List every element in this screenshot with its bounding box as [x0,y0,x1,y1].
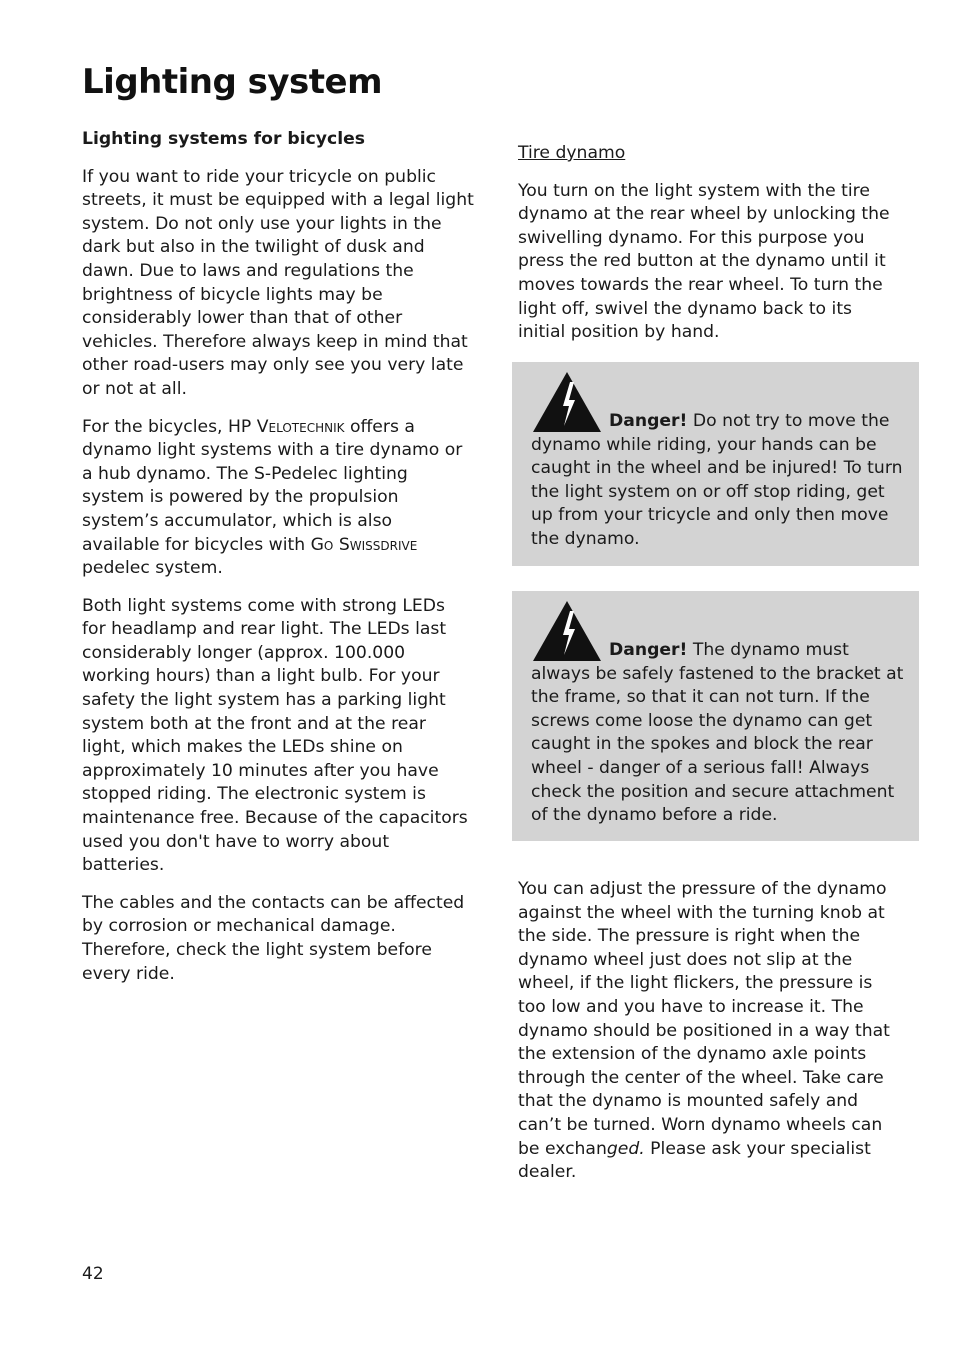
right-column [518,142,904,359]
left-column [82,128,474,1000]
danger-message: Do not try to move the dynamo while riding, your hands can be caught in the wheel and be injured! To turn the light system on or off stop riding, get up from your tricycle and only then move the dynamo. [531,411,903,549]
danger-box-fastening [512,591,919,841]
text-run: Please ask your specialist dealer. [518,1138,871,1183]
danger-label: Danger! [609,640,688,660]
danger-label: Danger! [609,411,688,431]
brand-name: Velotechnik [256,416,345,437]
paragraph-turn-on-light: You turn on the light system with the tire dynamo at the rear wheel by unlocking the swivelling dynamo. For this purpose you press the red button at the dynamo until it moves towards the rear wheel. To turn the light off, swivel the dynamo back to its initial position by hand. [518,180,890,343]
danger-box-moving-dynamo [512,362,919,566]
page-number: 42 [82,1264,104,1284]
paragraph-cables: The cables and the contacts can be affected by corrosion or mechanical damage. Therefore, check the light system before every ride. [82,892,465,984]
section-heading-tire-dynamo: Tire dynamo [518,143,626,163]
brand-name: Go Swissdrive [310,534,418,555]
text-run: pedelec system. [82,558,223,579]
page-title: Lighting system [82,62,383,102]
danger-text [531,639,909,828]
paragraph-dynamo-systems [82,416,474,581]
italic-text-run: ged. [606,1138,645,1159]
paragraph-leds: Both light systems come with strong LEDs for headlamp and rear light. The LEDs last considerably longer (approx. 100.000 working hours) than a light bulb. For your safety the light system has a parking light system both at the front and at the rear light, which makes the LEDs shine on approximately 10 minutes after you have stopped riding. The electronic system is maintenance free. Because of the capacitors used you don't have to worry about batteries. [82,595,468,876]
paragraph-legal-lighting: If you want to ride your tricycle on public streets, it must be equipped with a legal light system. Do not only use your lights in the dark but also in the twilight of dusk and dawn. Due to laws and regulations the brightness of bicycle lights may be considerably lower than that of other vehicles. Therefore always keep in mind that other road-users may only see you very late or not at all. [82,166,474,399]
section-subheading: Lighting systems for bicycles [82,129,365,149]
text-run: You can adjust the pressure of the dynamo against the wheel with the turning knob at the side. The pressure is right when the dynamo wheel just does not slip at the wheel, if the light flickers, the pressure is too low and you have to increase it. The dynamo should be positioned in a way that the extension of the dynamo axle points through the center of the wheel. Take care that the dynamo is mounted safely and can’t be turned. Worn dynamo wheels can be exchan [518,879,890,1159]
text-run: offers a dynamo light systems with a tire dynamo or a hub dynamo. The S-Pedelec lighting system is powered by the propulsion system’s accumulator, which is also available for bicycles with [82,416,463,555]
danger-message: The dynamo must always be safely fastened to the bracket at the frame, so that it can not turn. If the screws come loose the dynamo can get caught in the spokes and block the rear wheel - danger of a serious fall! Always check the position and secure attachment of the dynamo before a ride. [531,640,904,826]
danger-text [531,410,909,552]
text-run: For the bicycles, HP [82,416,257,437]
paragraph-dynamo-pressure [518,878,904,1185]
